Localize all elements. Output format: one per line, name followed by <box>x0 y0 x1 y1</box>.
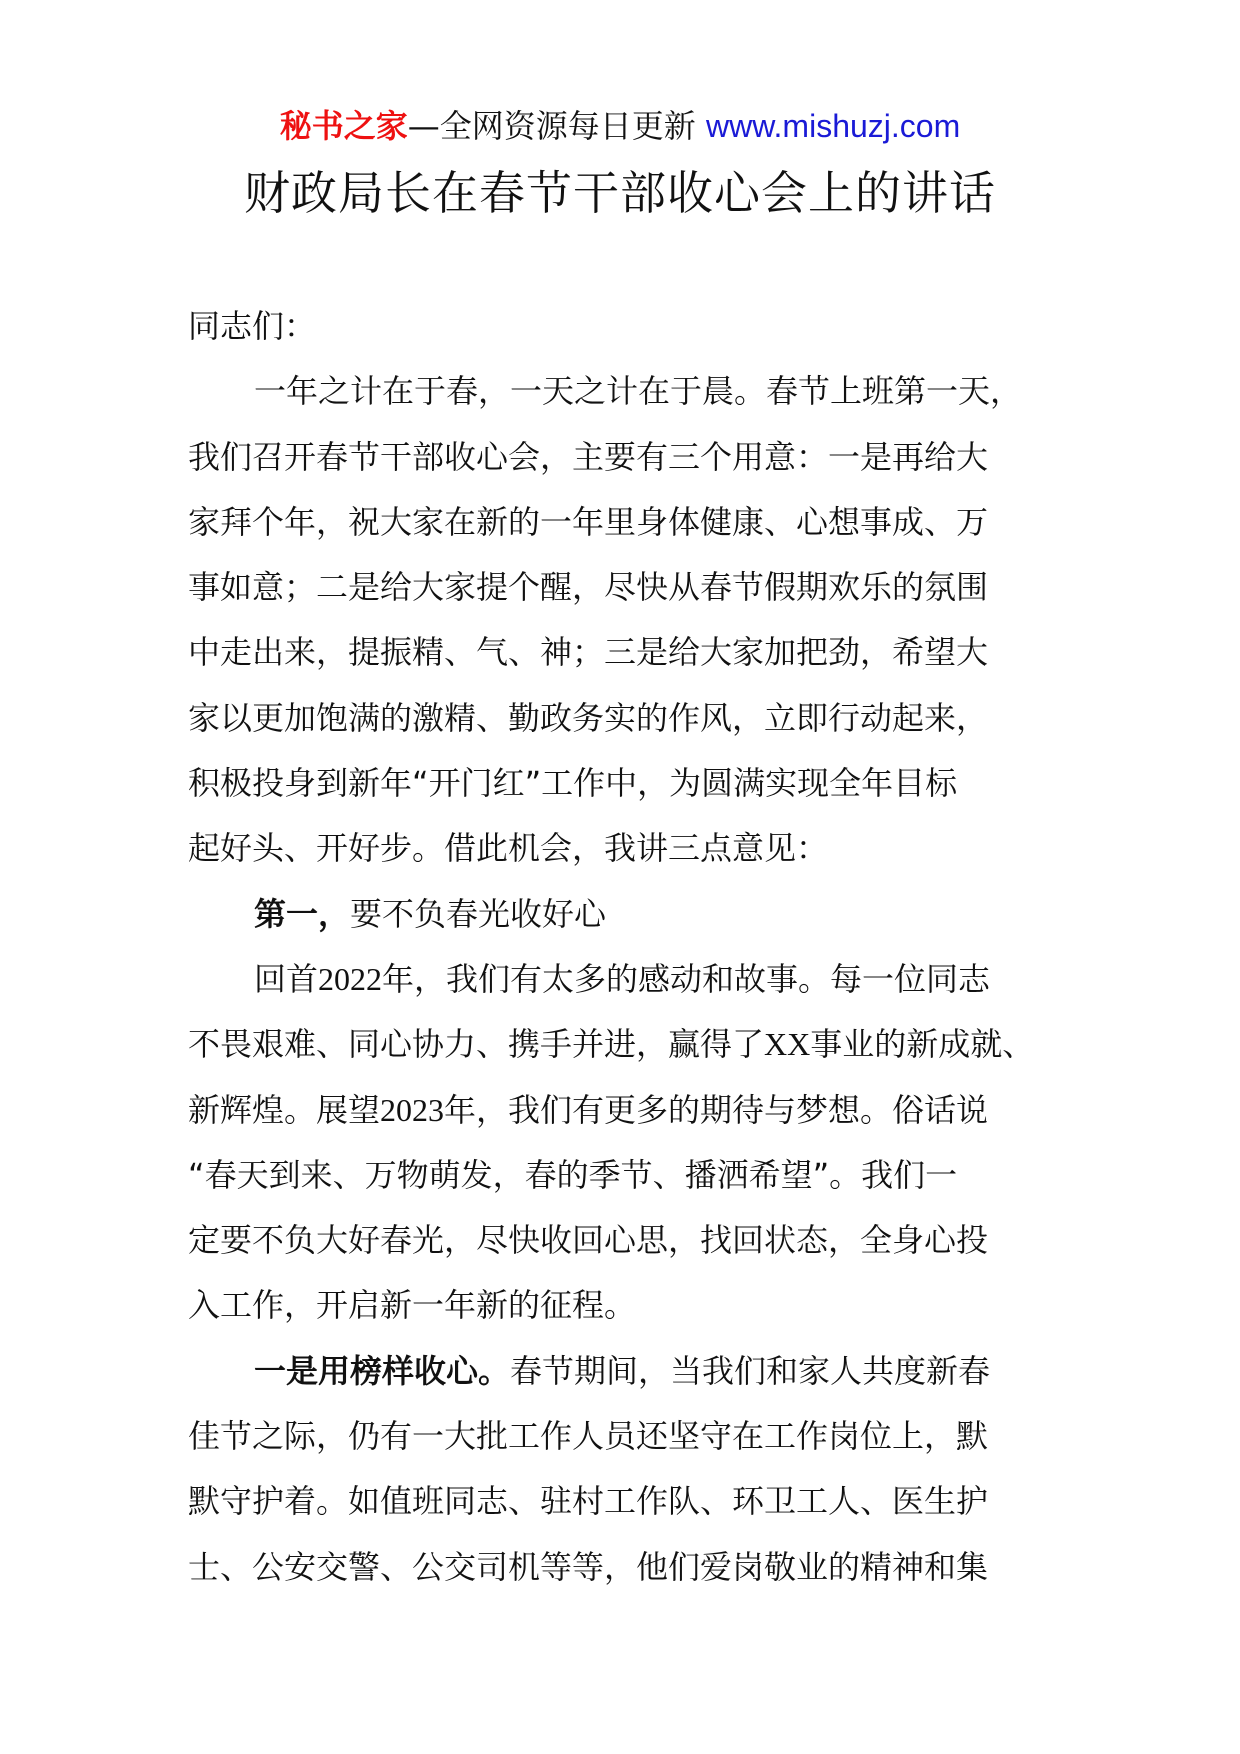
site-header <box>0 104 1240 148</box>
section-heading <box>188 882 1088 947</box>
paragraph-line <box>188 1012 1088 1077</box>
text-run: 春节期间，当我们和家人共度新春 <box>510 1351 991 1390</box>
paragraph-line: 家以更加饱满的激精、勤政务实的作风，立即行动起来， <box>188 698 989 737</box>
document-body <box>188 294 1088 1600</box>
paragraph-line: 定要不负大好春光，尽快收回心思，找回状态，全身心投 <box>188 1221 989 1260</box>
text-run: 年，我们有更多的期待与梦想。俗话说 <box>444 1090 989 1129</box>
paragraph-line <box>188 1078 1088 1143</box>
text-run: 不畏艰难、同心协力、携手并进，赢得了 <box>188 1025 765 1064</box>
site-url-link[interactable]: www.mishuzj.com <box>705 108 961 144</box>
text-run: 年，我们有太多的感动和故事。每一位同志 <box>382 959 991 998</box>
year-text: 2023 <box>380 1091 445 1128</box>
paragraph-line: 士、公安交警、公交司机等等，他们爱岗敬业的精神和集 <box>188 1547 989 1586</box>
paragraph-line: 我们召开春节干部收心会，主要有三个用意：一是再给大 <box>188 437 989 476</box>
paragraph-line: 事如意；二是给大家提个醒，尽快从春节假期欢乐的氛围 <box>188 568 989 607</box>
placeholder-text: XX <box>764 1026 811 1063</box>
paragraph-line <box>188 1339 1088 1404</box>
paragraph-line: 一年之计在于春，一天之计在于晨。春节上班第一天， <box>254 372 1023 411</box>
bold-lead: 一是用榜样收心。 <box>254 1351 511 1390</box>
paragraph-intro <box>188 359 1088 881</box>
text-run: 回首 <box>254 959 319 998</box>
text-run: 事业的新成就、 <box>810 1025 1035 1064</box>
text-run: 新辉煌。展望 <box>188 1090 381 1129</box>
site-brand: 秘书之家 <box>279 107 408 145</box>
paragraph-line: 起好头、开好步。借此机会，我讲三点意见： <box>188 829 829 868</box>
section-number: 第一， <box>254 894 351 933</box>
paragraph-line: 默守护着。如值班同志、驻村工作队、环卫工人、医生护 <box>188 1482 989 1521</box>
paragraph-line: 积极投身到新年“开门红”工作中，为圆满实现全年目标 <box>188 764 958 803</box>
paragraph-line: 中走出来，提振精、气、神；三是给大家加把劲，希望大 <box>188 633 989 672</box>
paragraph-line: 入工作，开启新一年新的征程。 <box>188 1286 637 1325</box>
year-text: 2022 <box>318 960 383 997</box>
section-title: 要不负春光收好心 <box>350 894 607 933</box>
salutation: 同志们： <box>188 307 317 345</box>
paragraph-role-models <box>188 1339 1088 1600</box>
site-tagline: —全网资源每日更新 <box>407 107 696 145</box>
paragraph-line: “春天到来、万物萌发，春的季节、播洒希望”。我们一 <box>188 1155 958 1194</box>
paragraph-line: 佳节之际，仍有一大批工作人员还坚守在工作岗位上，默 <box>188 1417 989 1456</box>
paragraph-review <box>188 947 1088 1339</box>
paragraph-line: 家拜个年，祝大家在新的一年里身体健康、心想事成、万 <box>188 502 989 541</box>
document-title: 财政局长在春节干部收心会上的讲话 <box>244 166 996 220</box>
paragraph-line <box>188 947 1088 1012</box>
